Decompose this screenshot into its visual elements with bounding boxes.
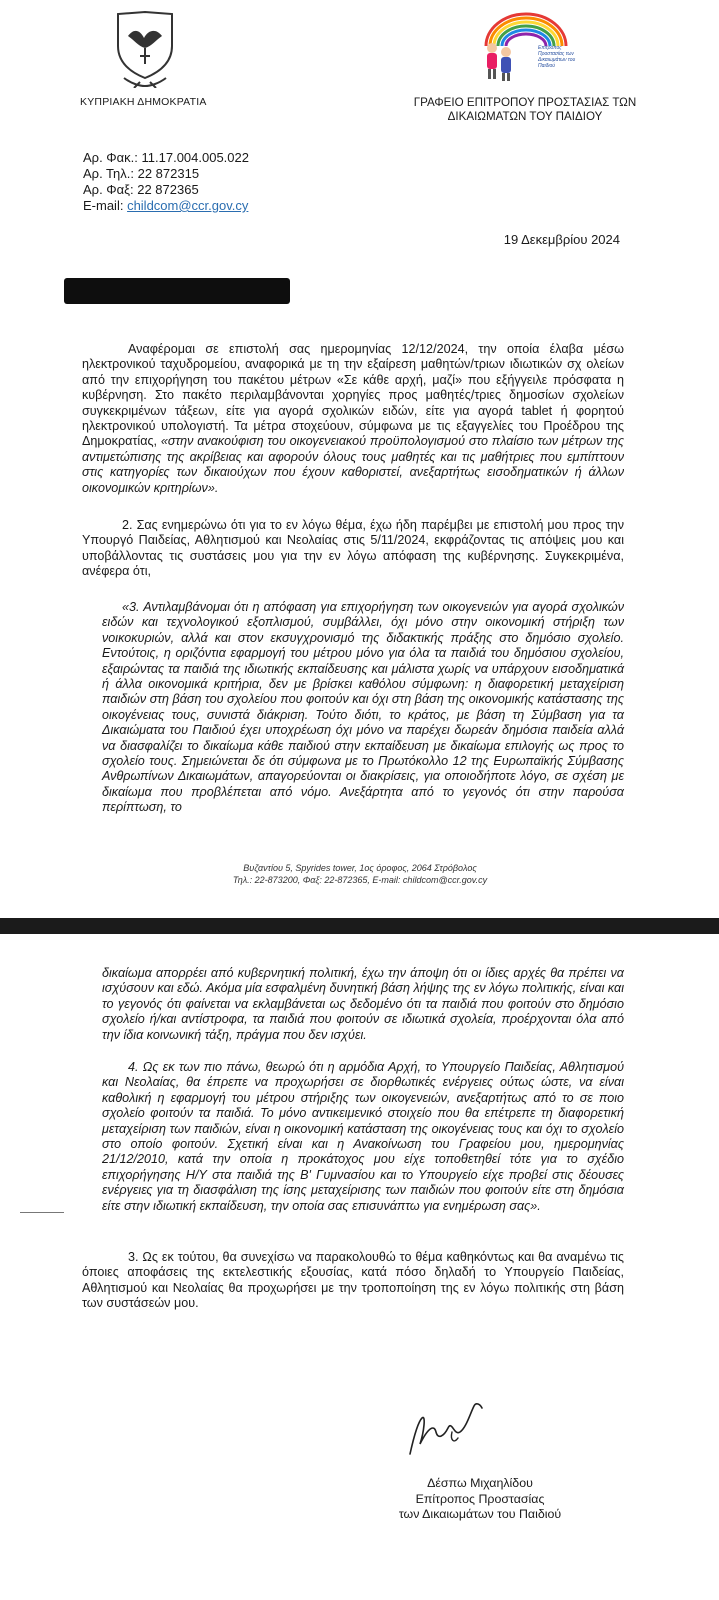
redacted-recipient — [64, 278, 290, 304]
telephone-number: Αρ. Τηλ.: 22 872315 — [83, 166, 200, 181]
paragraph-1-text: Αναφέρομαι σε επιστολή σας ημερομηνίας 12/12/2024, την οποία έλαβα μέσω ηλεκτρονικού ταχυδρομείου, αναφορικά με τη την εξαίρεση μαθητών/τριων ιδιωτικών σχ ολείων από την επιχορήγηση του πακέτου μέτρων «Σε κάθε αρχή, μαζί» που εξήγγειλε πρόσφατα η κυβέρνηση. Στο πακέτο περιλαμβάνονται χορηγίες προς μαθητές/τριες δημοσίων σχολείων συγκεκριμένων τάξεων, είτε για αγορά σχολικών ειδών, είτε για αγορά tablet ή φορητού ηλεκτρονικού υπολογιστή. Τα μέτρα στοχεύουν, σύμφωνα με τις εξαγγελίες του Προέδρου της Δημοκρατίας, — [82, 342, 624, 449]
cyprus-coat-of-arms-icon — [110, 8, 180, 88]
email-row — [83, 198, 249, 214]
signatory-title-line1: Επίτροπος Προστασίας — [415, 1491, 545, 1506]
page-separator — [0, 918, 719, 934]
paragraph-2: 2. Σας ενημερώνω ότι για το εν λόγω θέμα, έχω ήδη παρέμβει με επιστολή μου προς την Υπουργό Παιδείας, Αθλητισμού και Νεολαίας στις 5/11/2024, εκφράζοντας τις απόψεις μου και υποβάλλοντας τις συστάσεις μου για την εν λόγω απόφαση της κυβέρνησης. Συγκεκριμένα, ανέφερα ότι, — [82, 518, 624, 579]
quoted-paragraph-4: 4. Ως εκ των πιο πάνω, θεωρώ ότι η αρμόδια Αρχή, το Υπουργείο Παιδείας, Αθλητισμού και Νεολαίας, θα έπρεπε να προχωρήσει σε διορθωτικές ενέργειες ούτως ώστε, να είναι καθολική η εφαρμογή του μέτρου στήριξης των οικογενειών, ανεξαρτήτως από το σε ποιο σχολείο φοιτούν τα παιδιά. Το μόνο αντικειμενικό στοιχείο που θα επέτρεπε τη διαφορετική μεταχείριση των παιδιών, είναι η οικονομική κατάσταση της οικογένειας τους και όχι το σχολείο στο οποίο φοιτούν. Σχετική είναι και η Ανακοίνωση του Γραφείου μου, ημερομηνίας 21/12/2010, κατά την οποία η προκάτοχος μου είχε τοποθετηθεί τότε για το σχέδιο επιχορήγησης Η/Υ στα παιδιά της Β' Γυμνασίου και το Υπουργείο είχε προβεί στις δέουσες ενέργειες για τη διασφάλιση της ίσης μεταχείρισης των παιδιών που φοιτούν είτε στη δημόσια είτε στην ιδιωτική εκπαίδευση, την οποία σας επισυνάπτω για ενημέρωση σας». — [102, 1060, 624, 1213]
logo-caption: Επίτροπος Προστασίας των Δικαιωμάτων του Παιδιού — [538, 45, 576, 69]
office-title — [390, 96, 660, 124]
email-label: E-mail: — [83, 198, 128, 213]
reference-block — [83, 150, 249, 214]
paragraph-1 — [82, 342, 624, 496]
quoted-paragraph-3: «3. Αντιλαμβάνομαι ότι η απόφαση για επιχορήγηση των οικογενειών για αγορά σχολικών ειδών και τεχνολογικού εξοπλισμού, συμβάλλει, όχι μόνο στην οικονομική στήριξη των νοικοκυριών, αλλά και στον εκσυγχρονισμό της διδακτικής πράξης στο δημόσιο σχολείο. Εντούτοις, η οριζόντια εφαρμογή του μέτρου μόνο για όλα τα παιδιά του δημόσιου σχολείου, εξαιρώντας τα παιδιά της ιδιωτικής εκπαίδευσης και μάλιστα χωρίς να υπάρχουν εισοδηματικά ή άλλα οικονομικά κριτήρια, δεν με βρίσκει καθόλου σύμφωνη: η διαφορετική μεταχείριση παιδιών στη βάση του σχολείου που φοιτούν και όχι στη βάση της οικονομικής κατάστασης της οικογένειας τους, συνιστά διάκριση. Τούτο διότι, το κράτος, με βάση τη Σύμβαση για τα Δικαιώματα του Παιδιού έχει υποχρέωση όχι μόνο να παρέχει δωρεάν δημόσια παιδεία αλλά να διασφαλίζει το δικαίωμα κάθε παιδιού στην εκπαίδευση με δικαίωμα επιλογής ως προς το σχολείο τους. Σημειώνεται δε ότι σύμφωνα με το Πρωτόκολλο 12 της Ευρωπαϊκής Σύμβασης Ανθρωπίνων Δικαιωμάτων, απαγορεύονται οι διακρίσεις, για οποιοδήποτε λόγο, σε σχέση με δικαίωμα που προβλέπεται από νόμο. Ανεξάρτητα από το γεγονός ότι στην παρούσα περίπτωση, το — [102, 600, 624, 815]
republic-title: ΚΥΠΡΙΑΚΗ ΔΗΜΟΚΡΑΤΙΑ — [80, 96, 207, 108]
margin-mark — [20, 1212, 64, 1213]
page-footer — [160, 862, 560, 886]
signatory-name: Δέσπω Μιχαηλίδου — [427, 1476, 533, 1490]
footer-address: Βυζαντίου 5, Spyrides tower, 1ος όροφος, 2064 Στρόβολος — [243, 863, 477, 873]
office-title-line1: ΓΡΑΦΕΙΟ ΕΠΙΤΡΟΠΟΥ ΠΡΟΣΤΑΣΙΑΣ ΤΩΝ — [413, 96, 637, 109]
childrens-commissioner-logo-icon — [478, 6, 574, 82]
signatory-title-line2: των Δικαιωμάτων του Παιδιού — [398, 1507, 562, 1521]
email-link[interactable]: childcom@ccr.gov.cy — [127, 198, 249, 213]
paragraph-1-quote: «στην ανακούφιση του οικογενειακού προϋπολογισμού στο πλαίσιο των μέτρων της αντιμετώπισης της ακρίβειας και αφορούν όλους τους μαθητές και τις μαθήτριες που εμπίπτουν στις κατηγορίες των δικαιούχων που έχουν καθοριστεί, ανεξαρτήτως εισοδηματικών ή άλλων οικονομικών κριτηρίων». — [82, 434, 624, 495]
letter-date: 19 Δεκεμβρίου 2024 — [503, 232, 620, 247]
paragraph-3: 3. Ως εκ τούτου, θα συνεχίσω να παρακολουθώ το θέμα καθηκόντως και θα αναμένω τις όποιες αποφάσεις της εκτελεστικής εξουσίας, κατά πόσο δηλαδή το Υπουργείο Παιδείας, Αθλητισμού και Νεολαίας θα προχωρήσει με την τροποποίηση της εν λόγω πολιτικής στη βάση των συστάσεών μου. — [82, 1250, 624, 1311]
signature-block — [380, 1476, 580, 1523]
handwritten-signature-icon — [400, 1392, 500, 1462]
quoted-paragraph-3-continued: δικαίωμα απορρέει από κυβερνητική πολιτική, έχω την άποψη ότι οι ίδιες αρχές θα πρέπει να ισχύσουν και εδώ. Ακόμα μία εσφαλμένη δυνητική βάση λήψης της εν λόγω πολιτικής, είναι και το γεγονός ότι φαίνεται να εκλαμβάνεται ως δεδομένο ότι τα παιδιά που φοιτούν στο δημόσιο σχολείο ή/και αντίστροφα, τα παιδιά που φοιτούν σε ιδιωτικά σχολεία, προέρχονται όλα από την ίδια κοινωνική τάξη, πράγμα που δεν ισχύει. — [102, 966, 624, 1042]
fax-number: Αρ. Φαξ: 22 872365 — [83, 182, 199, 197]
office-title-line2: ΔΙΚΑΙΩΜΑΤΩΝ ΤΟΥ ΠΑΙΔΙΟΥ — [447, 110, 603, 123]
file-number: Αρ. Φακ.: 11.17.004.005.022 — [83, 150, 249, 165]
footer-contacts: Τηλ.: 22-873200, Φαξ: 22-872365, E-mail: childcom@ccr.gov.cy — [232, 875, 488, 885]
